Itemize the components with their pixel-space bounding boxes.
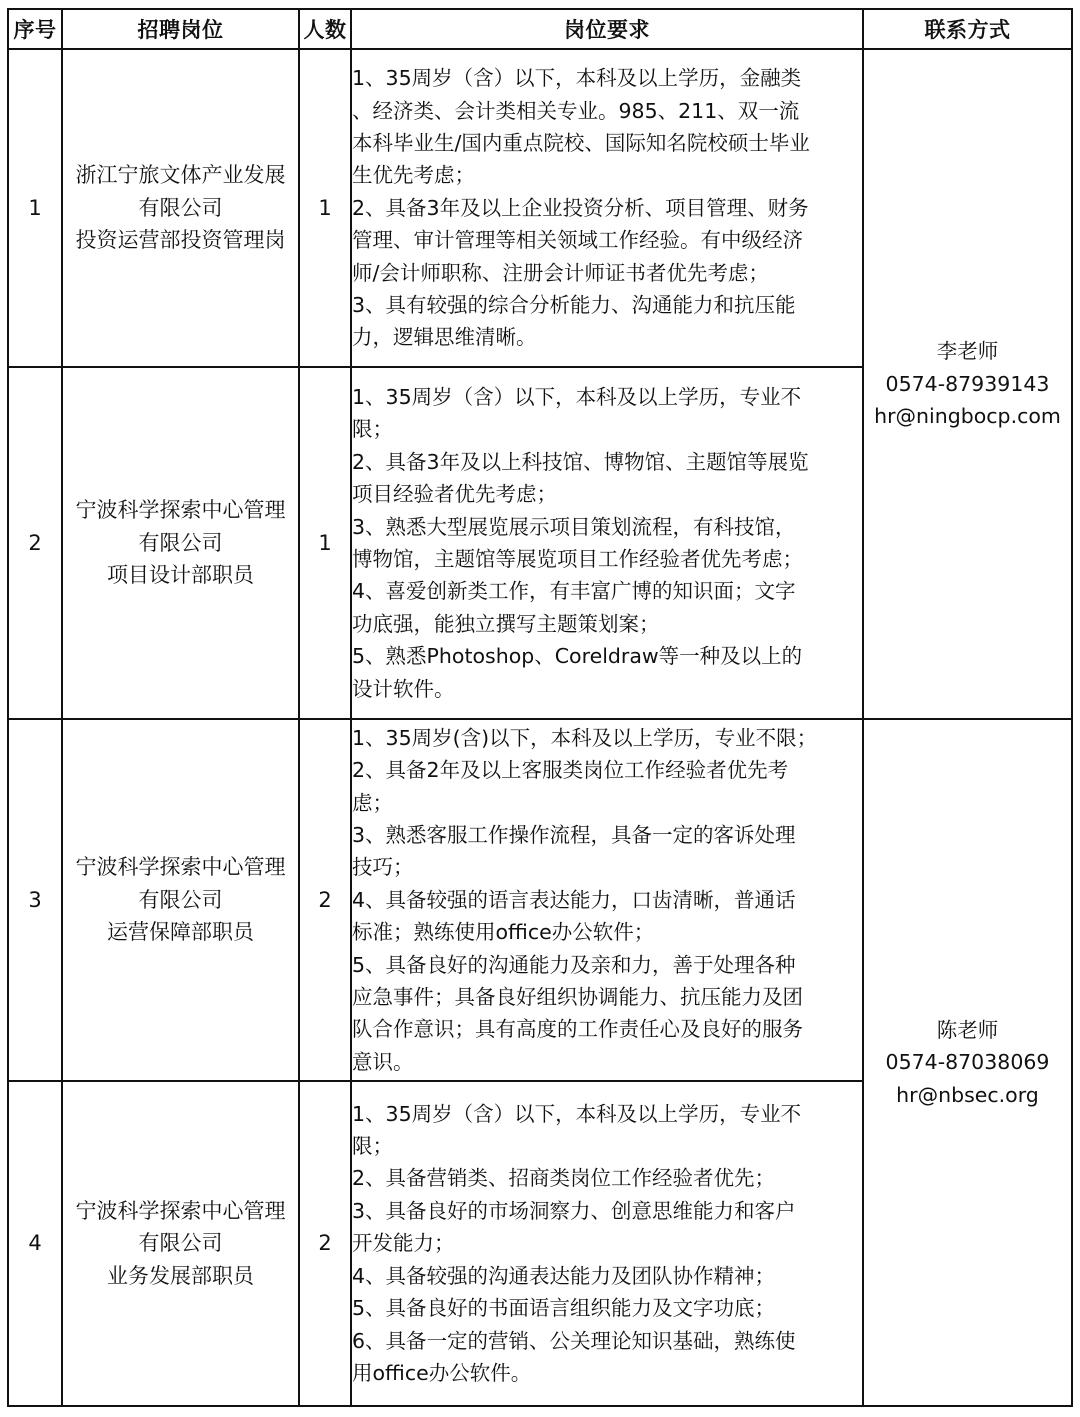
contact-name: 陈老师 (936, 1017, 999, 1042)
row-requirements (351, 49, 863, 367)
requirement-line: 4、喜爱创新类工作，有丰富广博的知识面；文字 (352, 579, 796, 604)
company-name-line1: 宁波科学探索中心管理 (75, 855, 286, 880)
requirement-line: 生优先考虑； (352, 163, 475, 188)
requirement-line: 3、熟悉客服工作操作流程，具备一定的客诉处理 (352, 822, 796, 847)
row-requirements (351, 719, 863, 1081)
row-position (62, 49, 299, 367)
row-count: 2 (299, 719, 351, 1081)
row-requirements (351, 1081, 863, 1406)
requirement-line: 4、具备较强的语言表达能力，口齿清晰，普通话 (352, 887, 796, 912)
row-position (62, 1081, 299, 1406)
contact-phone: 0574-87939143 (885, 371, 1050, 396)
contact-email: hr@ningbocp.com (874, 404, 1061, 429)
row-count: 1 (299, 367, 351, 719)
requirement-line: 2、具备3年及以上科技馆、博物馆、主题馆等展览 (352, 449, 809, 474)
table-header-row (8, 9, 1072, 49)
contact-cell (863, 49, 1072, 719)
requirement-line: 1、35周岁（含）以下，本科及以上学历，专业不 (352, 384, 802, 409)
requirement-line: 功底强，能独立撰写主题策划案； (352, 611, 660, 636)
company-name-line2: 有限公司 (138, 195, 223, 220)
requirement-line: 2、具备营销类、招商类岗位工作经验者优先； (352, 1166, 776, 1191)
row-no: 2 (8, 367, 62, 719)
requirement-line: 限； (352, 417, 393, 442)
contact-phone: 0574-87038069 (885, 1050, 1050, 1075)
requirement-line: 5、具备良好的沟通能力及亲和力，善于处理各种 (352, 952, 796, 977)
table-row (8, 49, 1072, 367)
row-requirements (351, 367, 863, 719)
requirement-line: 、经济类、会计类相关专业。985、211、双一流 (352, 98, 800, 123)
row-no: 4 (8, 1081, 62, 1406)
requirement-line: 5、具备良好的书面语言组织能力及文字功底； (352, 1296, 776, 1321)
requirement-line: 4、具备较强的沟通表达能力及团队协作精神； (352, 1263, 776, 1288)
requirement-line: 限； (352, 1134, 393, 1159)
requirement-line: 项目经验者优先考虑； (352, 482, 557, 507)
post-name: 业务发展部职员 (107, 1263, 254, 1288)
header-contact: 联系方式 (863, 9, 1072, 49)
row-position (62, 367, 299, 719)
recruitment-table (7, 8, 1073, 1407)
row-count: 1 (299, 49, 351, 367)
header-count: 人数 (299, 9, 351, 49)
company-name-line1: 浙江宁旅文体产业发展 (75, 163, 286, 188)
company-name-line1: 宁波科学探索中心管理 (75, 1198, 286, 1223)
header-position: 招聘岗位 (62, 9, 299, 49)
company-name-line2: 有限公司 (138, 1231, 223, 1256)
requirement-line: 力，逻辑思维清晰。 (352, 325, 537, 350)
post-name: 运营保障部职员 (107, 920, 254, 945)
header-requirements: 岗位要求 (351, 9, 863, 49)
company-name-line1: 宁波科学探索中心管理 (75, 498, 286, 523)
requirement-line: 师/会计师职称、注册会计师证书者优先考虑； (352, 260, 769, 285)
requirement-line: 用office办公软件。 (352, 1360, 532, 1385)
requirement-line: 队合作意识；具有高度的工作责任心及良好的服务 (352, 1017, 803, 1042)
row-count: 2 (299, 1081, 351, 1406)
row-no: 1 (8, 49, 62, 367)
post-name: 项目设计部职员 (107, 563, 254, 588)
company-name-line2: 有限公司 (138, 887, 223, 912)
requirement-line: 应急事件；具备良好组织协调能力、抗压能力及团 (352, 985, 803, 1010)
contact-name: 李老师 (936, 339, 999, 364)
requirement-line: 1、35周岁（含）以下，本科及以上学历，金融类 (352, 66, 802, 91)
requirement-line: 博物馆，主题馆等展览项目工作经验者优先考虑； (352, 547, 803, 571)
recruitment-table-container (7, 8, 1071, 1407)
table-row (8, 719, 1072, 1081)
row-no: 3 (8, 719, 62, 1081)
requirement-line: 标准；熟练使用office办公软件； (352, 920, 655, 945)
requirement-line: 1、35周岁（含）以下，本科及以上学历，专业不 (352, 1101, 802, 1126)
requirement-line: 3、具备良好的市场洞察力、创意思维能力和客户 (352, 1198, 796, 1223)
requirement-line: 5、熟悉Photoshop、Coreldraw等一种及以上的 (352, 644, 803, 669)
contact-email: hr@nbsec.org (896, 1082, 1039, 1107)
requirement-line: 2、具备2年及以上客服类岗位工作经验者优先考 (352, 758, 789, 783)
header-no: 序号 (8, 9, 62, 49)
requirement-line: 技巧； (352, 855, 414, 880)
requirement-line: 本科毕业生/国内重点院校、国际知名院校硕士毕业 (352, 130, 810, 155)
requirement-line: 3、具有较强的综合分析能力、沟通能力和抗压能 (352, 293, 796, 318)
requirement-line: 意识。 (352, 1049, 414, 1074)
post-name: 投资运营部投资管理岗 (75, 228, 286, 253)
contact-cell (863, 719, 1072, 1406)
requirement-line: 开发能力； (352, 1231, 455, 1256)
company-name-line2: 有限公司 (138, 530, 223, 555)
requirement-line: 3、熟悉大型展览展示项目策划流程，有科技馆， (352, 514, 796, 539)
requirement-line: 2、具备3年及以上企业投资分析、项目管理、财务 (352, 195, 809, 220)
requirement-line: 虑； (352, 790, 393, 815)
requirement-line: 1、35周岁(含)以下，本科及以上学历，专业不限； (352, 725, 818, 750)
row-position (62, 719, 299, 1081)
requirement-line: 设计软件。 (352, 676, 455, 701)
requirement-line: 管理、审计管理等相关领域工作经验。有中级经济 (352, 228, 803, 253)
requirement-line: 6、具备一定的营销、公关理论知识基础，熟练使 (352, 1328, 796, 1353)
